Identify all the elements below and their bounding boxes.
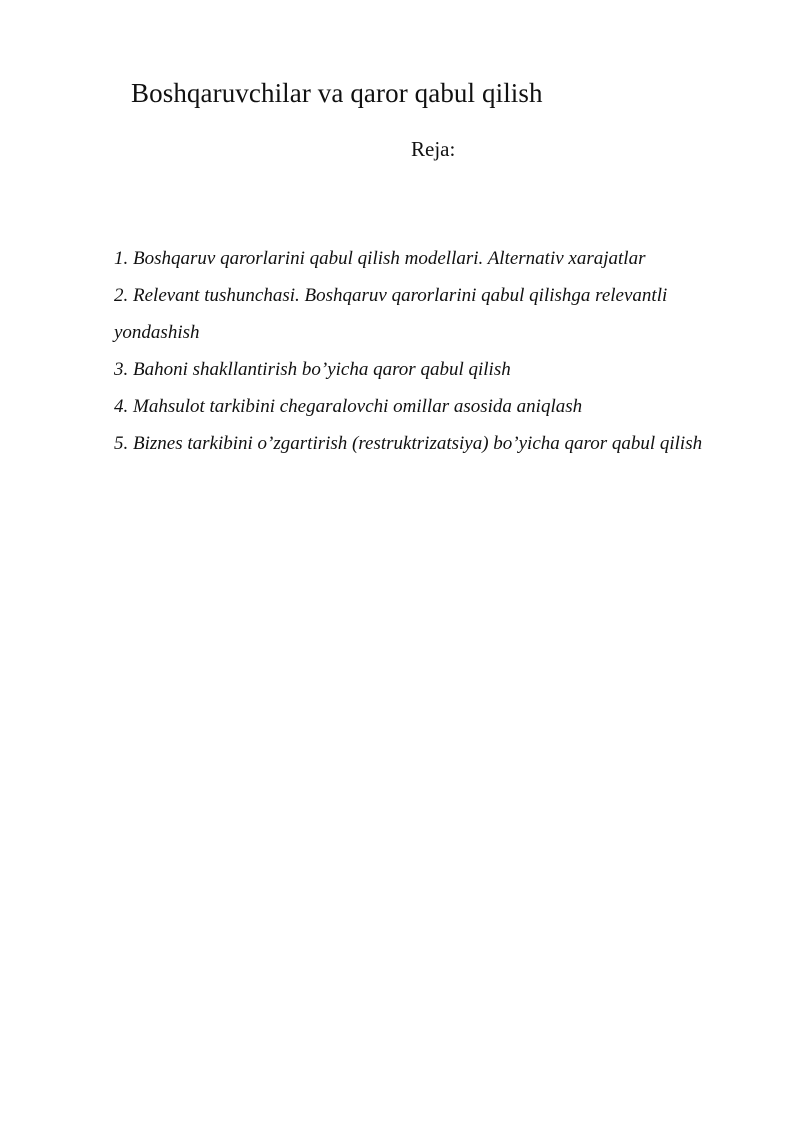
plan-item-3: 3. Bahoni shakllantirish bo’yicha qaror qabul qilish	[114, 359, 511, 380]
plan-heading: Reja:	[411, 137, 456, 161]
plan-item-2: 2. Relevant tushunchasi. Boshqaruv qarorlarini qabul qilishga relevantli yondashish	[114, 285, 668, 343]
document-title: Boshqaruvchilar va qaror qabul qilish	[131, 78, 543, 108]
plan-item-4: 4. Mahsulot tarkibini chegaralovchi omillar asosida aniqlash	[114, 396, 583, 417]
plan-item-1: 1. Boshqaruv qarorlarini qabul qilish modellari. Alternativ xarajatlar	[114, 248, 646, 269]
plan-item-5: 5. Biznes tarkibini o’zgartirish (restruktrizatsiya) bo’yicha qaror qabul qilish	[114, 433, 703, 454]
plan-list	[114, 240, 734, 462]
